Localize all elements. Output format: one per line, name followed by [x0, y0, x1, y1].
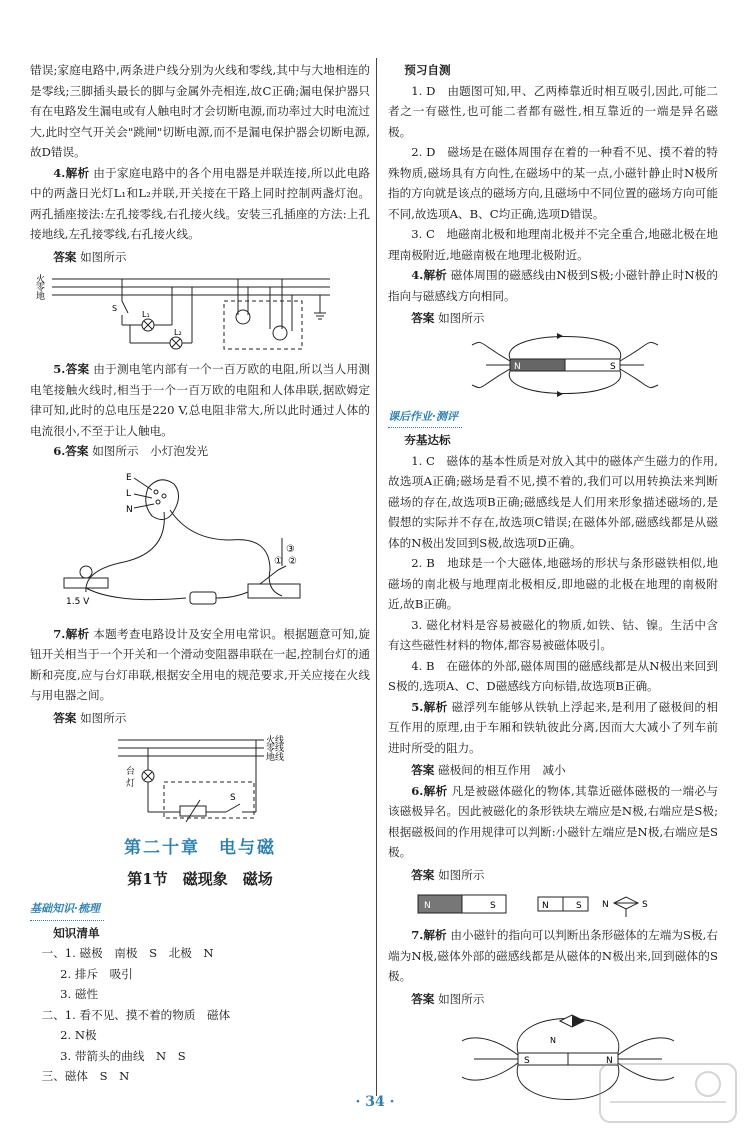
- practice-q5: 5.解析 磁浮列车能够从铁轨上浮起来,是利用了磁极间的相互作用的原理,由于车厢和铁轨彼此分离,因而大大减小了列车前进时所受的阻力。: [388, 699, 718, 755]
- q4-number: 4.: [53, 165, 66, 180]
- iron-n-label: N: [542, 901, 549, 911]
- practice-q6: 6.解析 凡是被磁体磁化的物体,其靠近磁体磁极的一端必与该磁极异名。因此被磁化的条形铁块左端应是N极,右端应是S极;根据磁极间的作用规律可以判断:小磁针左端应是N极,右端应是S极。: [388, 783, 718, 859]
- q7-text: 本题考查电路设计及安全用电常识。根据题意可知,旋钮开关相当于一个开关和一个滑动变阻器串联在一起,控制台灯的通断和亮度,应与台灯串联,根据安全用电的规范要求,开关应接在火线与用电器之间。: [30, 626, 371, 702]
- desk-lamp-label-1: 台: [126, 767, 136, 777]
- fire-line-label: 火线: [266, 736, 285, 746]
- zero-line-label: 零: [36, 283, 46, 293]
- household-circuit-figure: [30, 271, 370, 353]
- section-title: 第1节 磁现象 磁场: [127, 869, 273, 888]
- practice-q7-answer: 答案 如图所示: [411, 991, 485, 1006]
- ground-line-label: 地: [36, 292, 46, 302]
- magnetization-figure: [388, 889, 718, 919]
- lamp-l1-label: L₁: [142, 310, 150, 319]
- magnet-s-label: S: [524, 1056, 530, 1066]
- contact-1-label: ①: [274, 555, 283, 567]
- magnet-n-label: N: [606, 1056, 613, 1066]
- page-number: · 34 ·: [355, 1094, 395, 1110]
- desk-lamp-circuit-figure: [30, 732, 370, 824]
- q4-label: 解析: [65, 165, 90, 180]
- contact-2-label: ②: [288, 555, 297, 567]
- q6-answer: 6.答案 如图所示 小灯泡发光: [53, 444, 209, 458]
- switch-label: S: [112, 304, 118, 313]
- q5-answer: 5.答案 由于测电笔内部有一个一百万欧的电阻,所以当人用测电笔接触火线时,相当于一个一百万欧的电阻和人体串联,据欧姆定律可知,此时的总电压是220 V,总电阻非常大,所以此时通过人体的电流很小,不至于让人触电。: [30, 362, 371, 438]
- q5-text: 由于测电笔内部有一个一百万欧的电阻,所以当人用测电笔接触火线时,相当于一个一百万欧的电阻和人体串联,据欧姆定律可知,此时的总电压是220 V,总电阻非常大,所以此时通过人体的电流很小,不至于让人触电。: [30, 362, 371, 438]
- practice-q1: 1. C 磁体的基本性质是对放入其中的磁体产生磁力的作用,故选项A正确;磁场是看不见,摸不着的,我们可以用转换法来判断磁场的存在,故选项B正确;磁感线是人们用来形象描述磁场的,是假想的实际并不存在,故选项C错误;在磁体外部,磁感线都是从磁体的N极出发回到S极,故选项D正确。: [388, 453, 718, 550]
- list-item: 三、磁体 S N: [41, 1069, 130, 1083]
- needle-n-label: N: [602, 900, 609, 910]
- magnet-s-label: S: [610, 361, 616, 372]
- homework-band: 课后作业·测评: [388, 407, 462, 429]
- battery-voltage-label: 1.5 V: [66, 596, 90, 607]
- left-column: [30, 60, 370, 1087]
- practice-q2: 2. B 地球是一个大磁体,地磁场的形状与条形磁铁相似,地磁场的南北极与地理南北极相反,即地磁的北极在地理的南极附近,故B正确。: [388, 556, 718, 611]
- pen-l-label: L: [126, 488, 132, 499]
- test-pen-circuit-figure: [30, 466, 370, 618]
- pen-n-label: N: [126, 504, 133, 515]
- preview-q4-answer: 答案 如图所示: [411, 311, 485, 325]
- switch-label: S: [230, 793, 236, 803]
- practice-q4: 4. B 在磁体的外部,磁体周围的磁感线都是从N极出来回到S极的,选项A、C、D磁感线方向标错,故选项B正确。: [388, 658, 718, 693]
- preview-q4: 4.解析 磁体周围的磁感线由N极到S极;小磁针静止时N极的指向与磁感线方向相同。: [388, 268, 718, 303]
- lamp-l2-label: L₂: [174, 328, 182, 337]
- knowledge-list-title: 知识清单: [53, 925, 100, 940]
- q7-analysis: 7.解析 本题考查电路设计及安全用电常识。根据题意可知,旋钮开关相当于一个开关和一个滑动变阻器串联在一起,控制台灯的通断和亮度,应与台灯串联,根据安全用电的规范要求,开关应接在火线与用电器之间。: [30, 626, 371, 702]
- magnet-s-label: S: [490, 901, 496, 911]
- list-item: 3. 带箭头的曲线 N S: [60, 1048, 186, 1063]
- list-item: 2. N极: [60, 1028, 97, 1042]
- fire-line-label: 火: [36, 275, 46, 285]
- iron-s-label: S: [576, 901, 582, 911]
- list-item: 二、1. 看不见、摸不着的物质 磁体: [41, 1007, 231, 1022]
- magnet-n-label: N: [424, 901, 431, 911]
- chapter-title: 第二十章 电与磁: [124, 838, 276, 858]
- left-continued-text: 错误;家庭电路中,两条进户线分别为火线和零线,其中与大地相连的是零线;三脚插头最长的脚与金属外壳相连,故C正确;漏电保护器只有在电路发生漏电或有人触电时才会切断电源,而功率过大时电流过大,此时空气开关会"跳闸"切断电源,而不是漏电保护器会切断电源,故D错误。: [30, 63, 370, 159]
- knowledge-list: [42, 943, 370, 1087]
- watermark-logo: [598, 1062, 738, 1124]
- needle-s-label: S: [642, 900, 648, 910]
- zero-line-label: 零线: [266, 744, 285, 754]
- needle-n-label: N: [550, 1036, 556, 1045]
- q6-text: 如图所示 小灯泡发光: [92, 444, 209, 458]
- basic-practice-heading: 夯基达标: [404, 433, 451, 447]
- magnet-n-label: N: [514, 361, 521, 372]
- preview-q2: 2. D 磁场是在磁体周围存在着的一种看不见、摸不着的特殊物质,磁场具有方向性,在磁场中的某一点,小磁针静止时N极所指的方向就是该点的磁场方向,且磁场中不同位置的磁场方向可能不同,故选项A、B、C均正确,选项D错误。: [388, 145, 718, 221]
- right-column: [388, 60, 718, 1109]
- column-divider: [376, 58, 377, 1096]
- list-item: 一、1. 磁极 南极 S 北极 N: [41, 946, 214, 960]
- q4-answer: 答案 如图所示: [53, 249, 127, 264]
- q4-analysis: [30, 163, 370, 245]
- list-item: 2. 排斥 吸引: [60, 966, 133, 981]
- preview-q3: 3. C 地磁南北极和地理南北极并不完全重合,地磁北极在地理南极附近,地磁南极在地理北极附近。: [388, 227, 718, 262]
- list-item: 3. 磁性: [60, 987, 99, 1001]
- desk-lamp-label-2: 灯: [126, 779, 136, 789]
- contact-3-label: ③: [286, 543, 295, 555]
- ground-line-label: 地线: [266, 753, 285, 763]
- practice-q3: 3. 磁化材料是容易被磁化的物质,如铁、钴、镍。生活中含有这些磁性材料的物体,都容易被磁体吸引。: [388, 617, 718, 652]
- practice-q6-answer: 答案 如图所示: [411, 867, 485, 882]
- pen-e-label: E: [126, 472, 132, 483]
- basic-knowledge-band: 基础知识·梳理: [30, 899, 104, 921]
- q7-answer: 答案 如图所示: [53, 710, 127, 725]
- q4-text: 由于家庭电路中的各个用电器是并联连接,所以此电路中的两盏日光灯L₁和L₂并联,开关接在干路上同时控制两盏灯泡。两孔插座接法:左孔接零线,右孔接火线。安装三孔插座的方法:上孔接地线,左孔接零线,右孔接火线。: [30, 165, 371, 241]
- bar-magnet-field-figure: [388, 333, 718, 397]
- preview-heading: 预习自测: [404, 63, 451, 77]
- practice-q7: 7.解析 由小磁针的指向可以判断出条形磁体的左端为S极,右端为N极,磁体外部的磁感线都是从磁体的N极出来,回到磁体的S极。: [388, 928, 718, 983]
- preview-q1: 1. D 由题图可知,甲、乙两棒靠近时相互吸引,因此,可能二者之一有磁性,也可能二者都有磁性,相互靠近的一端是异名磁极。: [388, 83, 718, 139]
- practice-q5-answer: 答案 磁极间的相互作用 减小: [411, 763, 566, 777]
